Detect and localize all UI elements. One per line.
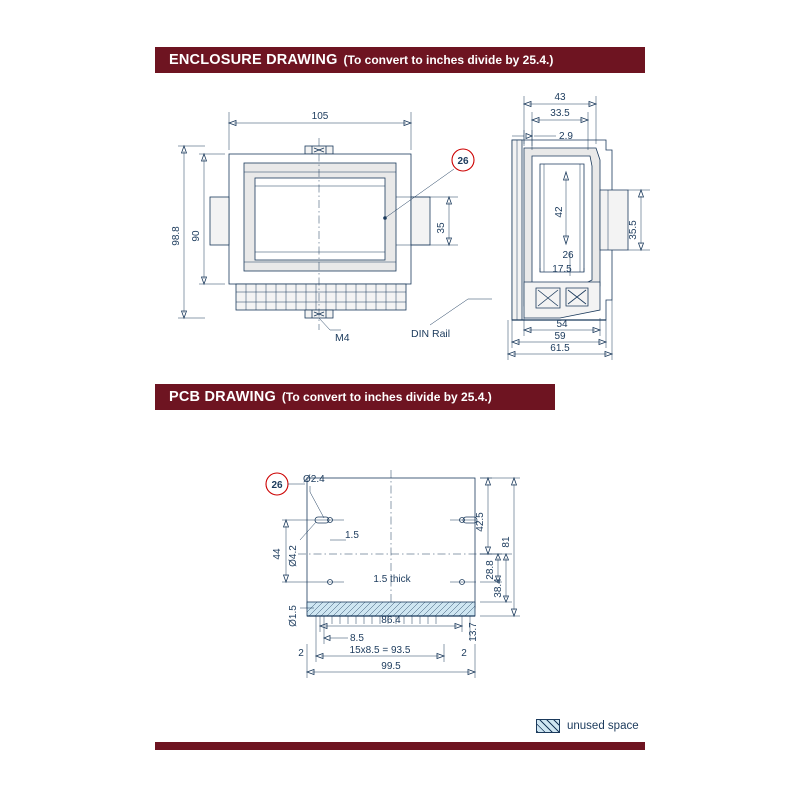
dim-enclosure-height-inner: 90	[191, 230, 202, 242]
dim-dia-1-5: Ø1.5	[288, 605, 299, 627]
dim-side-17-5: 17.5	[552, 264, 572, 275]
callout-26-pcb-label: 26	[271, 480, 283, 491]
dim-dia-2-4: Ø2.4	[303, 474, 325, 485]
dim-side-33-5: 33.5	[550, 108, 570, 119]
dim-pcb-pitch: 15x8.5 = 93.5	[349, 645, 411, 656]
dim-pcb-2-left: 2	[298, 648, 304, 659]
dim-pcb-81: 81	[501, 536, 512, 548]
dim-side-54: 54	[556, 319, 568, 330]
dim-pcb-38-4: 38.4	[493, 578, 504, 598]
legend-label-unused-space: unused space	[567, 720, 639, 732]
legend	[536, 719, 639, 733]
dim-side-43: 43	[554, 92, 566, 103]
callout-26-pcb	[266, 473, 305, 495]
dim-enclosure-width: 105	[311, 111, 329, 122]
dim-pcb-1-5: 1.5	[345, 530, 359, 541]
dim-pcb-13-7: 13.7	[468, 622, 479, 642]
enclosure-side-view	[508, 92, 650, 360]
dim-dia-4-2: Ø4.2	[288, 545, 299, 567]
dim-side-59: 59	[554, 331, 566, 342]
hatch-swatch-icon	[536, 719, 560, 733]
footer-bar	[155, 742, 645, 750]
dim-enclosure-height-outer: 98.8	[171, 226, 182, 246]
section-subtitle-pcb: (To convert to inches divide by 25.4.)	[281, 390, 492, 404]
label-pcb-thickness: 1.5 thick	[373, 574, 411, 585]
section-subtitle-enclosure: (To convert to inches divide by 25.4.)	[343, 53, 554, 67]
dim-pcb-2-right: 2	[461, 648, 467, 659]
section-header-pcb	[155, 384, 555, 410]
pcb-drawing	[0, 430, 800, 720]
dim-side-42: 42	[554, 206, 565, 218]
dim-side-2-9: 2.9	[559, 131, 573, 142]
dim-enclosure-inner-right: 35	[436, 222, 447, 234]
dim-side-61-5: 61.5	[550, 343, 570, 354]
dim-pcb-8-5: 8.5	[350, 633, 364, 644]
dim-pcb-28-8: 28.8	[485, 560, 496, 580]
enclosure-front-view	[171, 111, 492, 344]
enclosure-drawing	[0, 0, 800, 380]
dim-pcb-42-5: 42.5	[475, 512, 486, 532]
dim-side-35-5: 35.5	[628, 220, 639, 240]
dim-pcb-86-4: 86.4	[381, 615, 401, 626]
section-title-pcb: PCB DRAWING	[169, 389, 276, 405]
label-din-rail: DIN Rail	[411, 328, 451, 340]
dim-side-26: 26	[562, 250, 574, 261]
label-m4: M4	[335, 332, 350, 344]
dim-pcb-99-5: 99.5	[381, 661, 401, 672]
callout-26-enclosure-label: 26	[457, 156, 469, 167]
section-title-enclosure: ENCLOSURE DRAWING	[169, 52, 338, 68]
dim-pcb-44: 44	[272, 548, 283, 560]
